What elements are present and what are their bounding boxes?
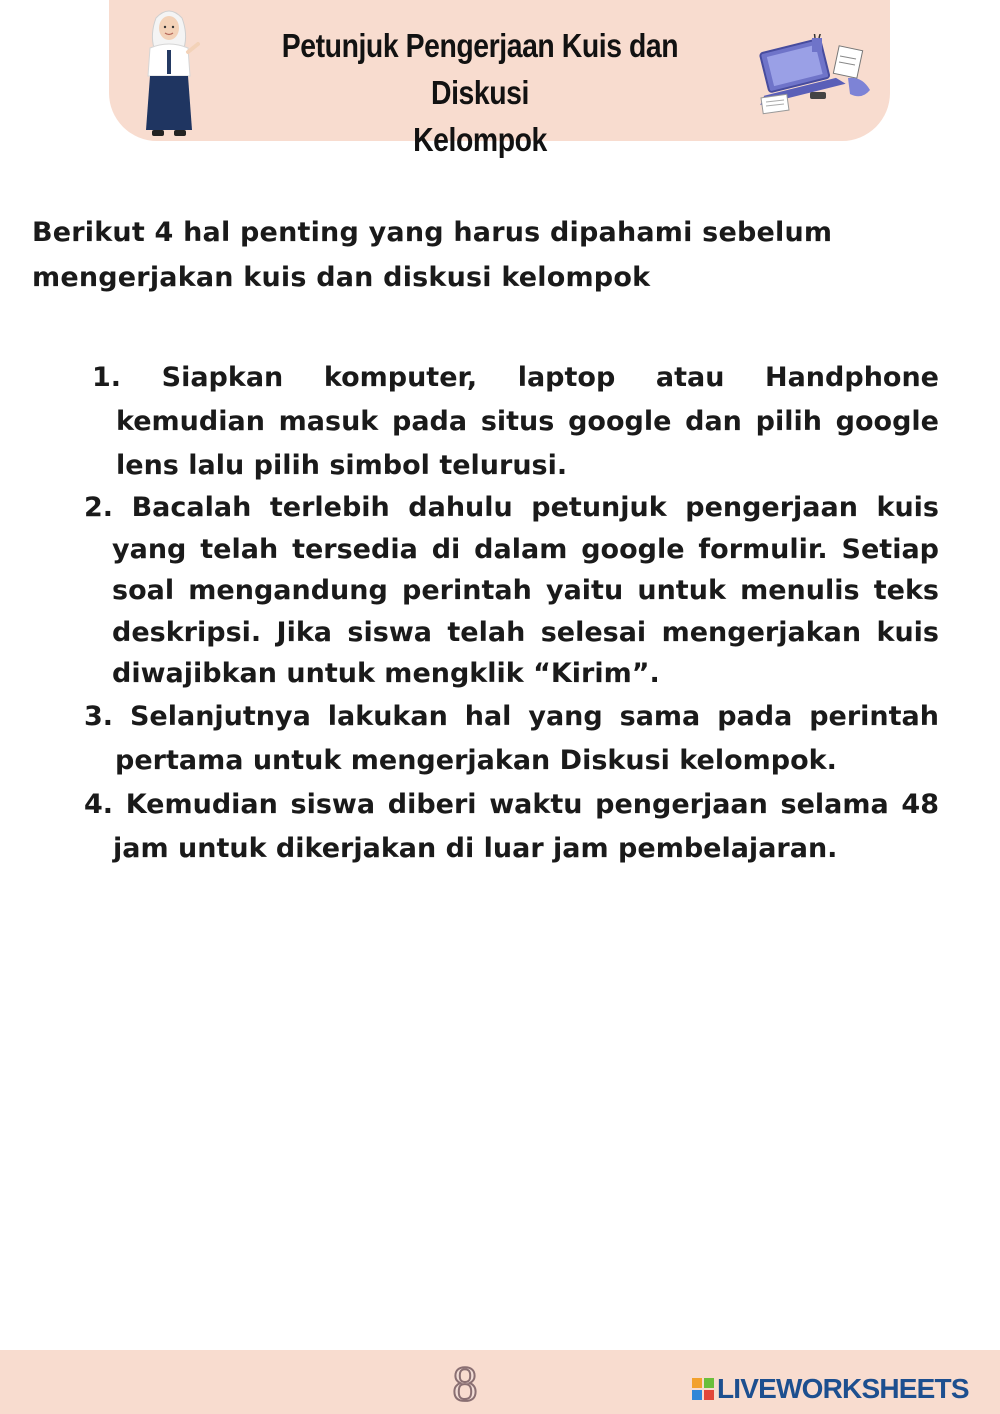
- page-title: [231, 22, 730, 163]
- list-item-number: 1.: [92, 362, 122, 393]
- list-item: [84, 356, 939, 488]
- list-item-number: 4.: [84, 789, 114, 820]
- liveworksheets-logo-icon: [692, 1378, 714, 1400]
- list-item-number: 3.: [84, 701, 114, 732]
- list-item-text: Bacalah terlebih dahulu petunjuk pengerjaan kuis yang telah tersedia di dalam google formulir. Setiap soal mengandung perintah yaitu untuk menulis teks deskripsi. Jika siswa telah selesai mengerjakan kuis diwajibkan untuk mengklik “Kirim”.: [112, 492, 940, 689]
- page-title-line-1: Petunjuk Pengerjaan Kuis dan Diskusi: [281, 27, 679, 111]
- list-item-text: Kemudian siswa diberi waktu pengerjaan selama 48 jam untuk dikerjakan di luar jam pembelajaran.: [113, 789, 939, 864]
- list-item-text: Siapkan komputer, laptop atau Handphone kemudian masuk pada situs google dan pilih google lens lalu pilih simbol telurusi.: [116, 362, 939, 481]
- student-girl-illustration: [138, 4, 200, 138]
- laptop-desk-illustration: [752, 34, 876, 118]
- list-item: [84, 695, 939, 783]
- list-item-number: 2.: [84, 492, 114, 523]
- page-number: 8: [452, 1355, 478, 1411]
- brand-name: LIVEWORKSHEETS: [717, 1373, 969, 1404]
- list-item: [84, 783, 939, 871]
- intro-paragraph: Berikut 4 hal penting yang harus dipahami sebelum mengerjakan kuis dan diskusi kelompok: [32, 217, 833, 293]
- page-title-line-2: Kelompok: [413, 121, 547, 158]
- liveworksheets-brand[interactable]: [692, 1369, 969, 1409]
- list-item-text: Selanjutnya lakukan hal yang sama pada perintah pertama untuk mengerjakan Diskusi kelompok.: [115, 701, 939, 776]
- list-item: [84, 487, 939, 695]
